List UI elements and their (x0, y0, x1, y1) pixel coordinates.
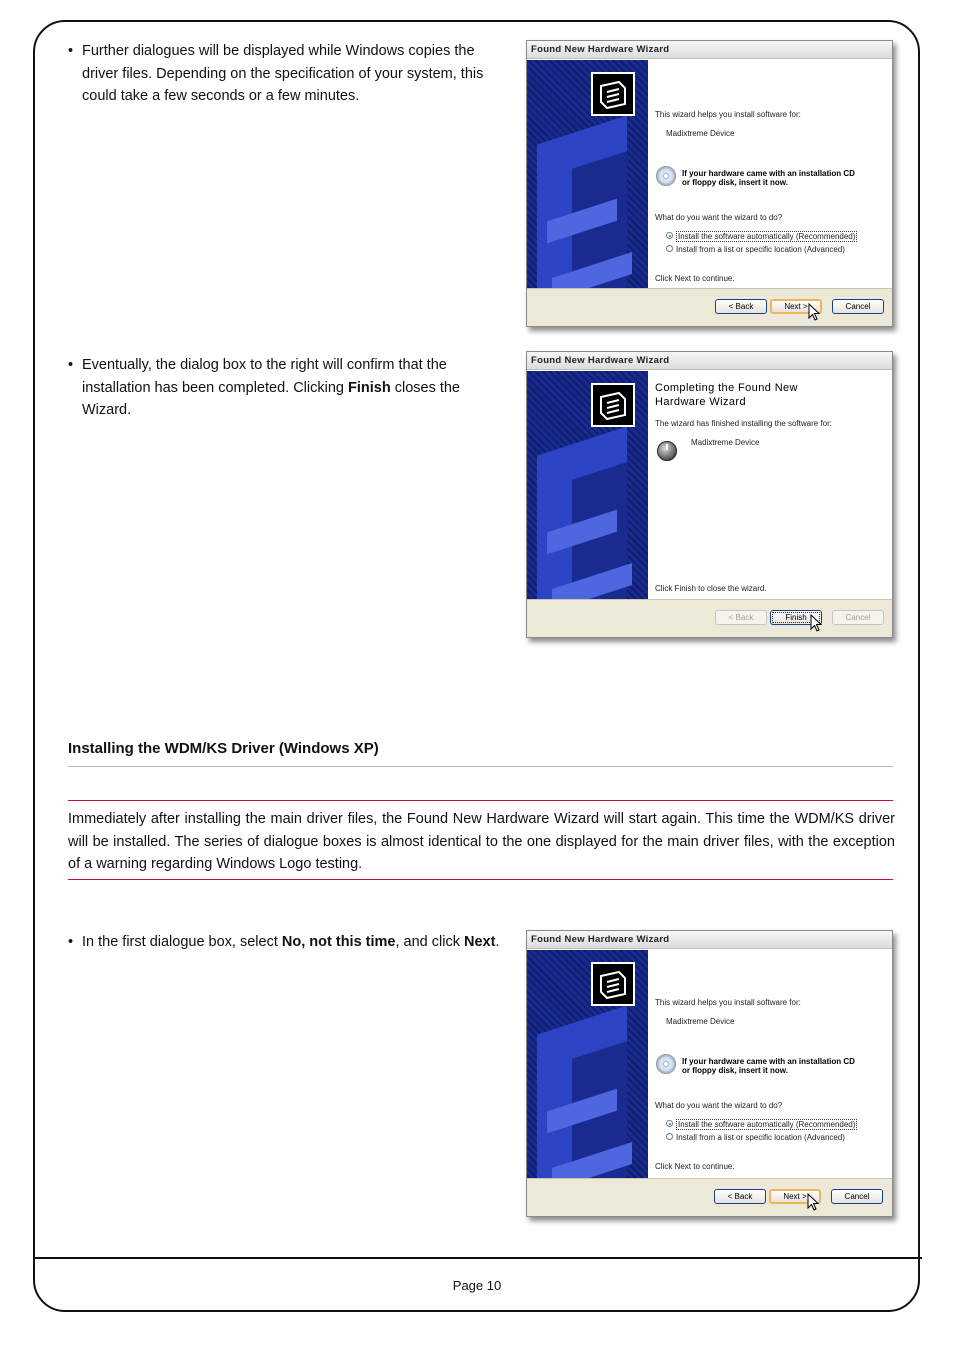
wizard-button-bar (527, 288, 892, 326)
cancel-button[interactable]: Cancel (832, 610, 884, 625)
radio-unselected-icon (666, 1133, 673, 1140)
paragraph-top-rule (68, 800, 893, 801)
wizard-device-name: Madixtreme Device (666, 129, 735, 138)
wizard-question: What do you want the wizard to do? (655, 1101, 783, 1110)
footer-divider (33, 1257, 922, 1259)
radio-selected-icon (666, 232, 673, 239)
back-button[interactable]: < Back (715, 299, 767, 314)
page-number: Page 10 (452, 1278, 502, 1293)
radio-install-automatically[interactable]: Install the software automatically (Recommended) (666, 232, 857, 241)
bullet-text: Further dialogues will be displayed while Windows copies the driver files. Depending on the specification of your system, this could take a few seconds or a few minutes. (82, 43, 484, 104)
wizard-side-banner (527, 60, 648, 291)
cancel-button[interactable]: Cancel (832, 299, 884, 314)
wizard-device-name: Madixtreme Device (666, 1017, 735, 1026)
next-button[interactable]: Next > (770, 299, 822, 314)
mouse-cursor-icon (808, 303, 820, 321)
wizard-device-name: Madixtreme Device (691, 438, 760, 447)
back-button[interactable]: < Back (714, 1189, 766, 1204)
wizard-title: Found New Hardware Wizard (527, 41, 892, 59)
bullet-copying-files (68, 40, 498, 108)
bullet-dot: • (68, 43, 74, 59)
wizard-finished-text: The wizard has finished installing the software for: (655, 419, 832, 428)
wizard-button-bar (527, 599, 892, 637)
radio-install-automatically[interactable]: Install the software automatically (Recommended) (666, 1120, 857, 1129)
wizard-dialog-install-1 (526, 40, 893, 327)
wizard-side-banner (527, 950, 648, 1181)
wizard-button-bar (527, 1178, 892, 1216)
hardware-icon (591, 962, 635, 1006)
wizard-click-next-text: Click Next to continue. (655, 1162, 735, 1171)
bullet-installation-complete: • Eventually, the dialog box to the right will confirm that the installation has been completed. Clicking Finish closes the Wizard. (68, 354, 488, 422)
bullet-dot: • (68, 357, 74, 373)
wizard-side-banner (527, 371, 648, 602)
wizard-question: What do you want the wizard to do? (655, 213, 783, 222)
hardware-icon (591, 383, 635, 427)
heading-divider (68, 766, 893, 767)
finish-button[interactable]: Finish (770, 610, 822, 625)
next-emphasis: Next (464, 934, 496, 950)
wizard-cd-line1: If your hardware came with an installation CD (682, 1057, 855, 1066)
wizard-completing-line2: Hardware Wizard (655, 396, 746, 408)
wizard-helps-text: This wizard helps you install software for: (655, 110, 801, 119)
wizard-dialog-install-2 (526, 930, 893, 1217)
finish-emphasis: Finish (347, 379, 391, 396)
radio-selected-icon (666, 1120, 673, 1127)
hardware-icon (591, 72, 635, 116)
wizard-click-next-text: Click Next to continue. (655, 274, 735, 283)
mouse-cursor-icon (807, 1193, 819, 1211)
next-button[interactable]: Next > (769, 1189, 821, 1204)
wizard-cd-line2: or floppy disk, insert it now. (682, 178, 788, 187)
wizard-title: Found New Hardware Wizard (527, 931, 892, 949)
paragraph-bottom-rule (68, 879, 893, 880)
bullet-first-dialogue: • In the first dialogue box, select No, not this time, and click Next. (68, 931, 518, 954)
wizard-cd-line2: or floppy disk, insert it now. (682, 1066, 788, 1075)
cd-icon (656, 166, 676, 186)
radio-install-from-list[interactable]: Install from a list or specific location (Advanced) (666, 245, 845, 254)
wizard-click-finish-text: Click Finish to close the wizard. (655, 584, 767, 593)
intro-paragraph: Immediately after installing the main driver files, the Found New Hardware Wizard will start again. This time the WDM/KS driver will be installed. The series of dialogue boxes is almost identical to the one displayed for the main driver files, with the exception of a warning regarding Windows Logo testing. (68, 811, 895, 872)
wizard-dialog-complete (526, 351, 893, 638)
bullet-dot: • (68, 934, 74, 950)
device-icon (657, 441, 677, 461)
section-heading: Installing the WDM/KS Driver (Windows XP) (68, 740, 379, 757)
back-button[interactable]: < Back (715, 610, 767, 625)
cancel-button[interactable]: Cancel (831, 1189, 883, 1204)
wizard-title: Found New Hardware Wizard (527, 352, 892, 370)
radio-unselected-icon (666, 245, 673, 252)
cd-icon (656, 1054, 676, 1074)
wizard-cd-line1: If your hardware came with an installation CD (682, 169, 855, 178)
wizard-helps-text: This wizard helps you install software for: (655, 998, 801, 1007)
no-not-this-time-emphasis: No, not this time (281, 934, 396, 950)
mouse-cursor-icon (810, 614, 822, 632)
radio-install-from-list[interactable]: Install from a list or specific location (Advanced) (666, 1133, 845, 1142)
wizard-completing-line1: Completing the Found New (655, 382, 798, 394)
